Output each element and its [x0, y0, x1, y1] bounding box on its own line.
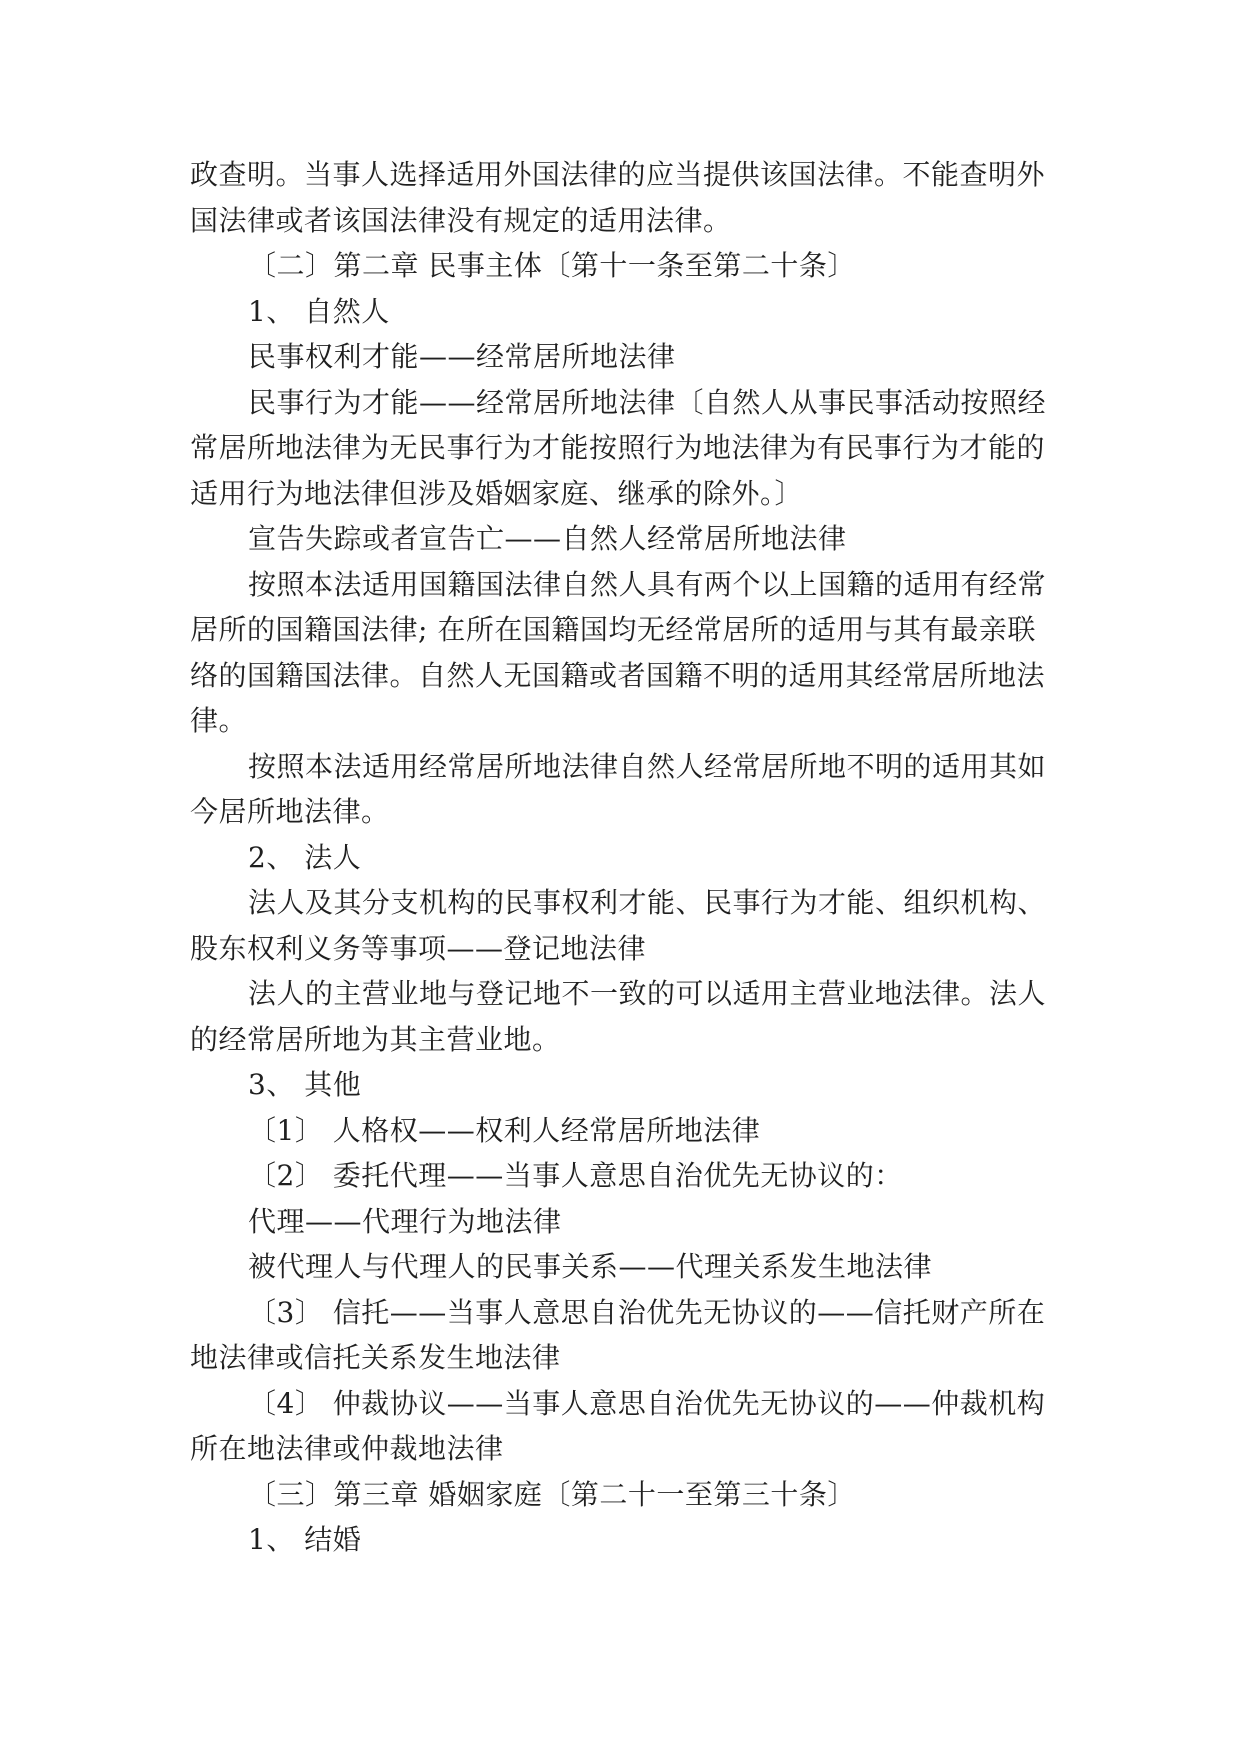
paragraph: 法人及其分支机构的民事权利才能、民事行为才能、组织机构、股东权利义务等事项——登记地法律 — [190, 886, 1047, 965]
paragraph: 〔1〕 人格权——权利人经常居所地法律 — [248, 1113, 761, 1147]
paragraph: 按照本法适用国籍国法律自然人具有两个以上国籍的适用有经常居所的国籍国法律; 在所在国籍国均无经常居所的适用与其有最亲联络的国籍国法律。自然人无国籍或者国籍不明的适用其经常居所地法律。 — [190, 567, 1047, 737]
paragraph: 民事行为才能——经常居所地法律〔自然人从事民事活动按照经常居所地法律为无民事行为才能按照行为地法律为有民事行为才能的适用行为地法律但涉及婚姻家庭、继承的除外。〕 — [190, 385, 1047, 510]
paragraph: 〔2〕 委托代理——当事人意思自治优先无协议的： — [248, 1159, 903, 1192]
paragraph: 1、 结婚 — [248, 1523, 362, 1556]
paragraph: 〔二〕第二章 民事主体〔第十一条至第二十条〕 — [248, 249, 856, 282]
paragraph: 3、 其他 — [248, 1068, 362, 1101]
paragraph: 代理——代理行为地法律 — [248, 1204, 562, 1238]
paragraph: 〔3〕 信托——当事人意思自治优先无协议的——信托财产所在地法律或信托关系发生地法律 — [190, 1295, 1046, 1374]
paragraph: 〔4〕 仲裁协议——当事人意思自治优先无协议的——仲裁机构所在地法律或仲裁地法律 — [190, 1386, 1046, 1465]
paragraph: 法人的主营业地与登记地不一致的可以适用主营业地法律。法人的经常居所地为其主营业地。 — [190, 977, 1047, 1056]
paragraph: 2、 法人 — [248, 840, 362, 874]
paragraph: 1、 自然人 — [248, 294, 390, 328]
paragraph: 被代理人与代理人的民事关系——代理关系发生地法律 — [248, 1250, 933, 1283]
paragraph: 按照本法适用经常居所地法律自然人经常居所地不明的适用其如今居所地法律。 — [190, 749, 1047, 828]
paragraph: 宣告失踪或者宣告亡——自然人经常居所地法律 — [248, 522, 847, 555]
paragraph: 〔三〕第三章 婚姻家庭〔第二十一至第三十条〕 — [248, 1477, 856, 1511]
paragraph: 政查明。当事人选择适用外国法律的应当提供该国法律。不能查明外国法律或者该国法律没有规定的适用法律。 — [190, 158, 1046, 237]
paragraph: 民事权利才能——经常居所地法律 — [248, 340, 676, 373]
document-body — [190, 152, 1060, 1563]
